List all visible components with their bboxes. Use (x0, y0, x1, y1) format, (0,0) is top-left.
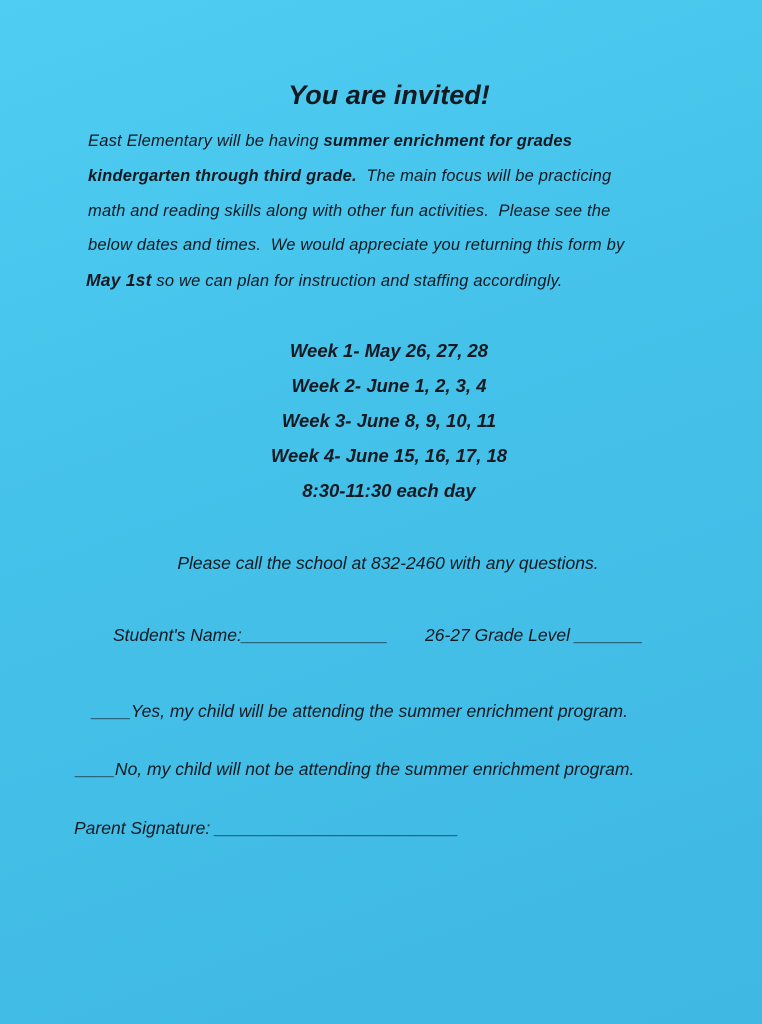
paragraph-line-5 (86, 272, 563, 290)
paragraph-line-3: math and reading skills along with other fun activities. Please see the (88, 202, 611, 220)
paragraph-line-1 (88, 133, 572, 150)
parent-signature-field[interactable]: Parent Signature: _________________________ (74, 818, 459, 838)
bold-text: kindergarten through third grade. (88, 167, 357, 185)
schedule-week-4: Week 4- June 15, 16, 17, 18 (270, 445, 508, 466)
text: The main focus will be practicing (356, 167, 612, 185)
bold-text: summer enrichment for grades (323, 132, 573, 150)
paragraph-line-2 (88, 168, 611, 185)
contact-line: Please call the school at 832-2460 with any questions. (177, 553, 599, 573)
student-name-field[interactable]: Student's Name:_______________ (113, 625, 388, 645)
yes-option[interactable]: ____Yes, my child will be attending the summer enrichment program. (92, 701, 628, 721)
deadline: May 1st (86, 270, 152, 290)
schedule-week-3: Week 3- June 8, 9, 10, 11 (281, 410, 497, 431)
text: so we can plan for instruction and staffing accordingly. (151, 272, 563, 290)
page-title: You are invited! (288, 80, 490, 110)
grade-level-field[interactable]: 26-27 Grade Level _______ (425, 625, 643, 645)
schedule-week-2: Week 2- June 1, 2, 3, 4 (291, 375, 487, 396)
paragraph-line-4: below dates and times. We would appreciate you returning this form by (88, 236, 625, 254)
text: East Elementary will be having (88, 132, 324, 150)
no-option[interactable]: ____No, my child will not be attending the summer enrichment program. (76, 759, 635, 779)
schedule-week-1: Week 1- May 26, 27, 28 (289, 340, 489, 361)
schedule-time: 8:30-11:30 each day (302, 480, 476, 501)
